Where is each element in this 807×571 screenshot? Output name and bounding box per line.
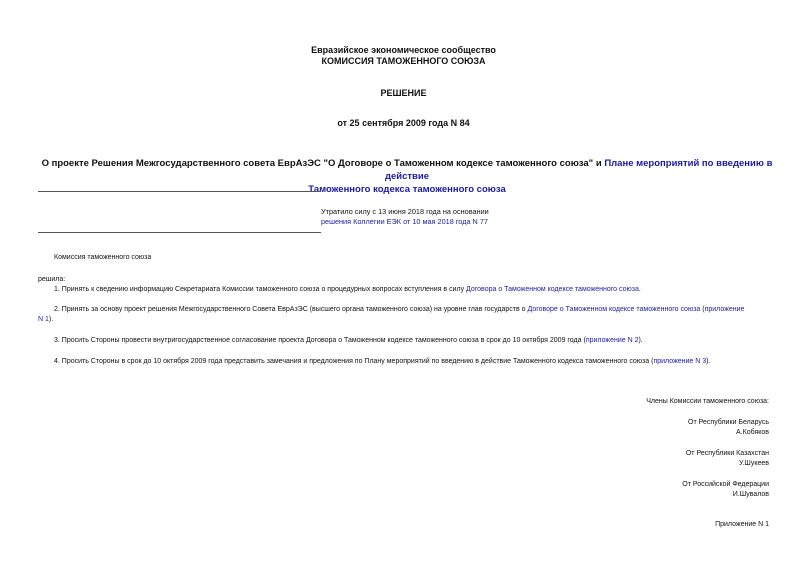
item-1-end: . xyxy=(638,286,641,293)
item-1-text: 1. Принять к сведению информацию Секретариата Комиссии таможенного союза о процедурных вопросах вступления в силу xyxy=(54,286,467,293)
russia-from: От Российской Федерации xyxy=(682,481,769,488)
appendix-label: Приложение N 1 xyxy=(715,521,769,528)
org-commission: КОМИССИЯ ТАМОЖЕННОГО СОЮЗА xyxy=(321,56,486,66)
status-line: Утратило силу с 13 июня 2018 года на основании xyxy=(321,207,489,216)
item-2-mid: ( xyxy=(700,306,705,313)
belarus-name: А.Кобяков xyxy=(736,429,769,436)
kazakhstan-name: У.Шукеев xyxy=(738,460,769,467)
item-4-end: ). xyxy=(706,358,711,365)
org-name: Евразийское экономическое сообщество xyxy=(311,45,496,55)
item-1 xyxy=(54,285,769,295)
item-4-text: 4. Просить Стороны в срок до 10 октября 2009 года представить замечания и предложения по Плану мероприятий по введению в действие Таможенного кодекса таможенного союза ( xyxy=(54,358,654,365)
divider-bottom xyxy=(38,232,321,233)
kazakhstan-from: От Республики Казахстан xyxy=(685,450,769,457)
decided-text: решила: xyxy=(38,276,66,283)
item-1-link[interactable]: Договора о Таможенном кодексе таможенного союза xyxy=(466,286,639,293)
appendix-1-link[interactable]: приложение xyxy=(704,306,745,313)
doc-type: РЕШЕНИЕ xyxy=(380,88,427,98)
repeal-link[interactable]: решения Коллегии ЕЭК от 10 мая 2018 года N 77 xyxy=(321,217,488,226)
divider-top xyxy=(38,191,321,192)
item-2-link[interactable]: Договоре о Таможенном кодексе таможенного союза xyxy=(527,306,701,313)
plan-link[interactable]: Плане мероприятий по введению в действие xyxy=(384,158,773,182)
russia-name: И.Шувалов xyxy=(732,491,769,498)
plan-link-cont[interactable]: Таможенного кодекса таможенного союза xyxy=(308,184,506,195)
title-text: О проекте Решения Межгосударственного совета ЕврАзЭС "О Договоре о Таможенном кодексе таможенного союза" и xyxy=(41,158,605,169)
doc-date: от 25 сентября 2009 года N 84 xyxy=(337,118,470,128)
belarus-from: От Республики Беларусь xyxy=(688,419,769,426)
item-3-end: ). xyxy=(638,337,643,344)
item-2-end: ). xyxy=(48,316,54,323)
item-2-text: 2. Принять за основу проект решения Межгосударственного Совета ЕврАзЭС (высшего органа таможенного союза) на уровне глав государств о xyxy=(54,306,528,313)
item-3 xyxy=(54,336,769,346)
appendix-2-link[interactable]: приложение N 2 xyxy=(585,337,639,344)
appendix-1-link-cont[interactable]: N 1 xyxy=(38,316,49,323)
appendix-3-link[interactable]: приложение N 3 xyxy=(653,358,707,365)
item-4 xyxy=(54,357,769,367)
item-3-text: 3. Просить Стороны провести внутригосударственное согласование проекта Договора о Таможенном кодексе таможенного союза в срок до 10 октября 2009 года ( xyxy=(54,337,586,344)
item-2 xyxy=(38,305,768,325)
members-heading: Члены Комиссии таможенного союза: xyxy=(646,398,769,405)
intro-text: Комиссия таможенного союза xyxy=(54,254,152,261)
